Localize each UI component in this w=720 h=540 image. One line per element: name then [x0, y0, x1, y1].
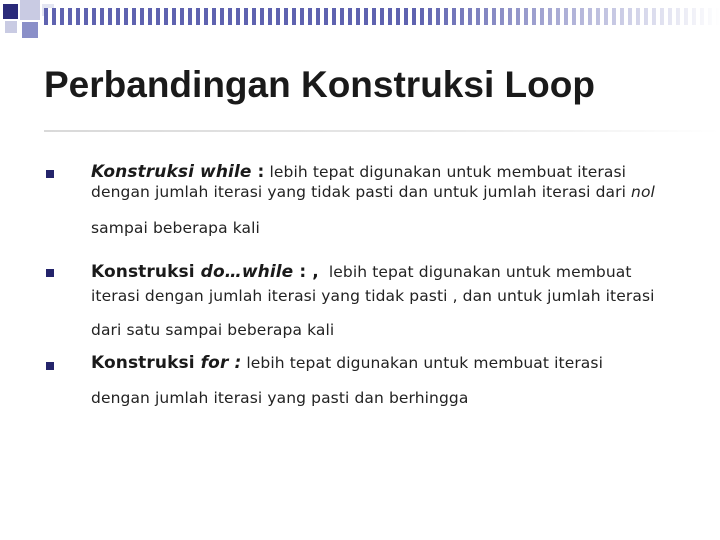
bullet-2-keyword-suffix: : ,: [293, 262, 319, 282]
bullet-1-line-3: sampai beberapa kali: [91, 219, 260, 237]
bullet-3-text-1: lebih tepat digunakan untuk membuat iterasi: [241, 354, 603, 372]
bullet-2-line-2: iterasi dengan jumlah iterasi yang tidak pasti , dan untuk jumlah iterasi: [91, 287, 655, 305]
bullet-1-keyword-term: while: [200, 162, 252, 182]
bullet-3-keyword-suffix: :: [228, 353, 242, 373]
square-bullet-icon: [46, 269, 54, 277]
bullet-3-line-2: dengan jumlah iterasi yang pasti dan berhingga: [91, 389, 469, 407]
bullet-3-line-1: [91, 353, 603, 373]
bullet-3-keyword-term: for: [200, 353, 229, 373]
bullet-2-line-3: dari satu sampai beberapa kali: [91, 321, 335, 339]
bullet-3-keyword: [91, 353, 241, 373]
decor-square-medium: [22, 22, 38, 38]
bullet-1-text-1: lebih tepat digunakan untuk membuat iterasi: [264, 163, 627, 181]
bullet-2-keyword: [91, 262, 319, 282]
bullet-1-keyword-prefix: Konstruksi: [91, 162, 201, 182]
slide-title: Perbandingan Konstruksi Loop: [44, 64, 595, 105]
bullet-1-keyword-suffix: :: [251, 162, 265, 182]
bullet-2-text-1: lebih tepat digunakan untuk membuat: [318, 263, 632, 281]
bullet-2-keyword-term: do…while: [200, 262, 294, 282]
decorative-striped-bar: [44, 8, 720, 25]
decor-square-dark: [3, 4, 18, 19]
bullet-1-line-2: [91, 183, 655, 201]
bullet-1-italic-word: nol: [631, 183, 655, 201]
square-bullet-icon: [46, 170, 54, 178]
bullet-2-line-1: [91, 262, 632, 282]
decor-square-light: [20, 0, 40, 20]
bullet-1-line-1: [91, 162, 626, 182]
title-divider: [44, 130, 720, 132]
bullet-3-keyword-prefix: Konstruksi: [91, 353, 201, 373]
bullet-2-keyword-prefix: Konstruksi: [91, 262, 201, 282]
bullet-1-text-2: dengan jumlah iterasi yang tidak pasti dan untuk jumlah iterasi dari: [91, 183, 632, 201]
bullet-1-keyword: [91, 162, 264, 182]
decor-square-light: [5, 21, 17, 33]
square-bullet-icon: [46, 362, 54, 370]
